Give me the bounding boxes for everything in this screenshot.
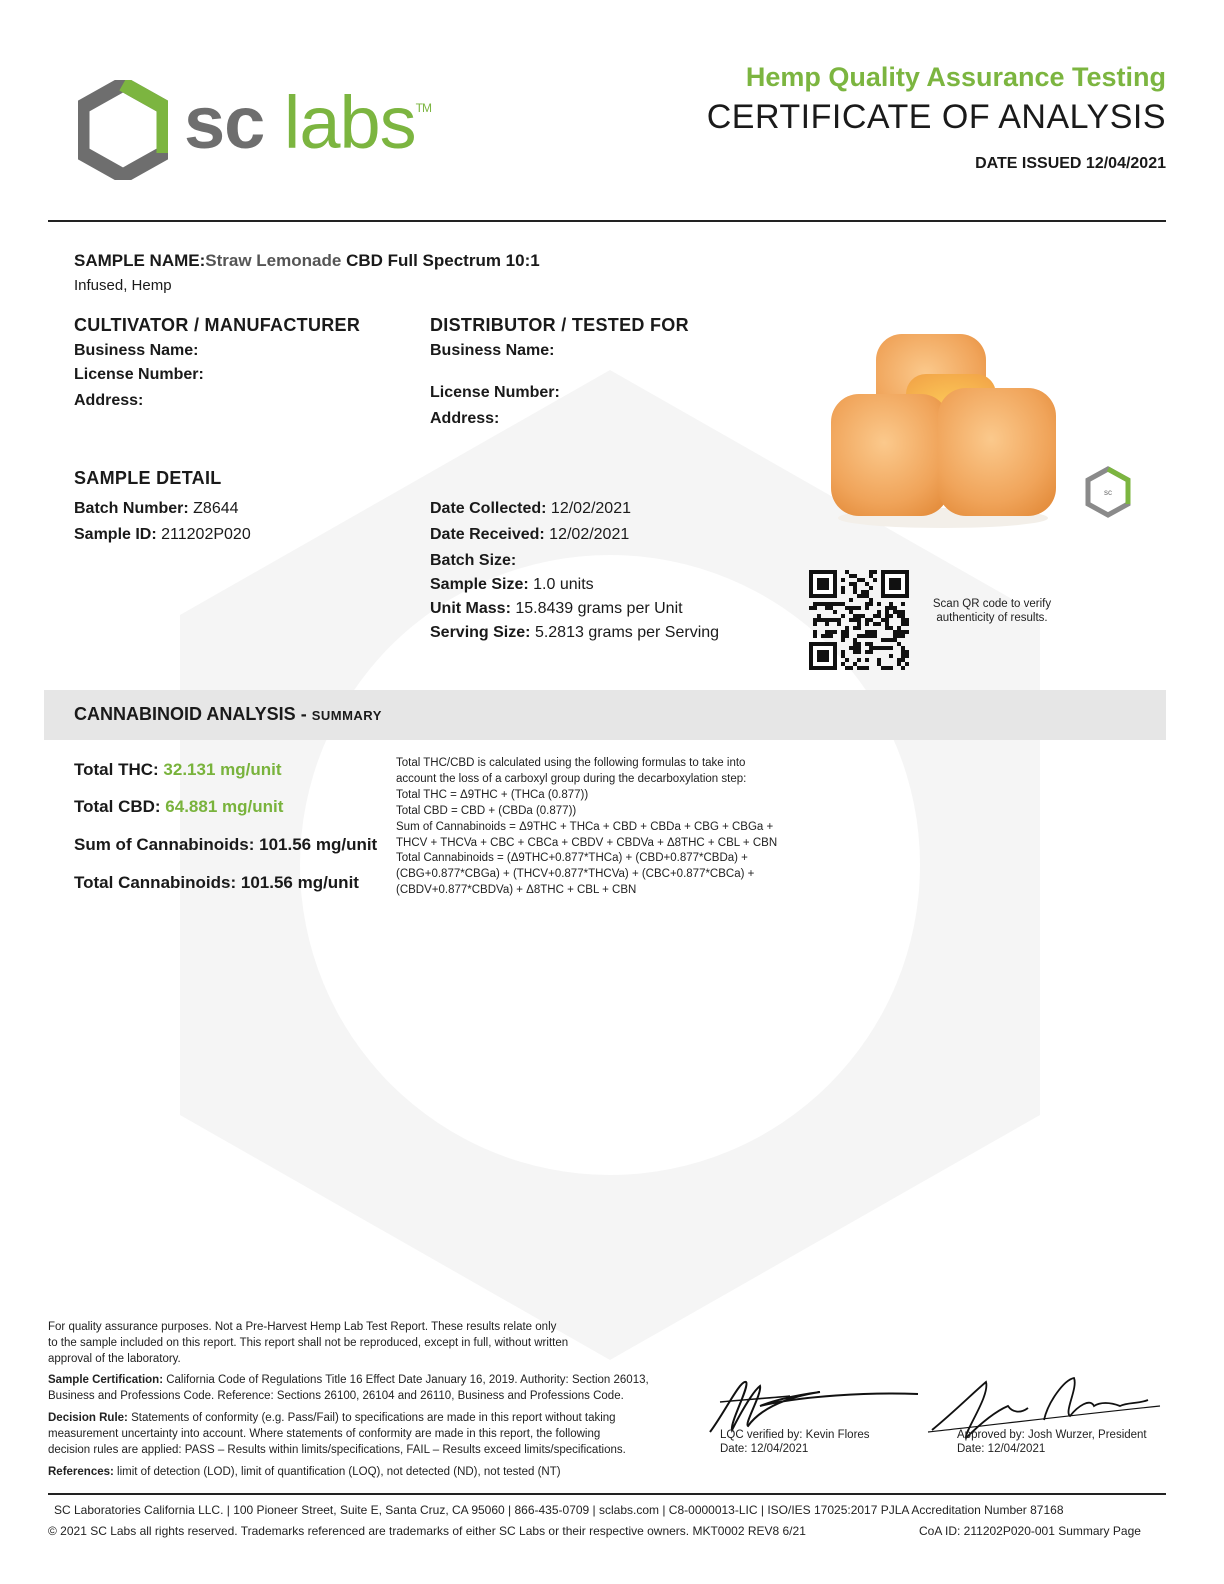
- serving-size-value: 5.2813 grams per Serving: [534, 624, 720, 641]
- total-thc-value: 32.131 mg/unit: [163, 760, 282, 779]
- qr-caption: [912, 597, 1072, 625]
- batch-number-value: Z8644: [193, 500, 239, 517]
- svg-text:sc: sc: [1104, 488, 1112, 497]
- batch-number-row: [74, 500, 239, 518]
- distributor-business-label: Business Name:: [430, 342, 555, 359]
- date-received-label: Date Received:: [430, 526, 545, 543]
- cultivator-license-label: License Number:: [74, 366, 204, 383]
- batch-number-label: Batch Number:: [74, 500, 189, 517]
- batch-size-label: Batch Size:: [430, 552, 517, 569]
- header-subtitle: Hemp Quality Assurance Testing: [745, 62, 1166, 92]
- lqc-verification: [720, 1428, 870, 1456]
- total-cannabinoids: [74, 873, 359, 893]
- date-received-value: 12/02/2021: [549, 526, 630, 543]
- header-divider: [48, 220, 1166, 222]
- cultivator-business-label: Business Name:: [74, 342, 199, 359]
- hexagon-logo-icon: [78, 80, 168, 180]
- coa-id: CoA ID: 211202P020-001 Summary Page: [919, 1524, 1141, 1538]
- sample-name-suffix: CBD Full Spectrum 10:1: [346, 251, 540, 270]
- distributor-heading: DISTRIBUTOR / TESTED FOR: [430, 315, 689, 335]
- qr-caption-line-1: Scan QR code to verify: [932, 598, 1052, 610]
- date-collected-label: Date Collected:: [430, 500, 547, 517]
- logo-tm-mark: TM: [415, 101, 431, 115]
- sum-of-cannabinoids: [74, 835, 377, 855]
- summary-title-small: SUMMARY: [311, 708, 382, 723]
- total-cbd-label: Total CBD:: [74, 797, 161, 816]
- serving-size-label: Serving Size:: [430, 624, 531, 641]
- cert-text-1: California Code of Regulations Title 16 Effect Date January 16, 2019. Authority: Section 26013,: [163, 1374, 649, 1386]
- sc-labs-logo: [78, 80, 438, 180]
- rule-text-2: measurement uncertainty into account. Where statements of conformity are made in this report, the following: [48, 1428, 601, 1440]
- formula-line: (CBG+0.877*CBGa) + (THCV+0.877*THCVa) + (CBC+0.877*CBCa) +: [396, 868, 755, 881]
- formula-line: Total THC/CBD is calculated using the following formulas to take into: [396, 757, 746, 769]
- date-collected-row: [430, 500, 631, 518]
- total-thc: [74, 760, 282, 780]
- formula-line: Total THC = Δ9THC + (THCa (0.877)): [396, 788, 589, 801]
- sample-certification: [48, 1372, 698, 1404]
- formula-line: Sum of Cannabinoids = Δ9THC + THCa + CBD + CBDa + CBG + CBGa +: [396, 820, 774, 833]
- sample-category: Infused, Hemp: [74, 277, 172, 294]
- ref-text: limit of detection (LOD), limit of quantification (LOQ), not detected (ND), not tested (NT): [113, 1466, 561, 1478]
- total-cannabinoids-label: Total Cannabinoids:: [74, 873, 237, 892]
- distributor-license-label: License Number:: [430, 384, 560, 401]
- rule-text-3: decision rules are applied: PASS – Results within limits/specifications, FAIL – Results exceed limits/specifications.: [48, 1444, 626, 1456]
- total-thc-label: Total THC:: [74, 760, 159, 779]
- approval-date: Date: 12/04/2021: [957, 1443, 1046, 1455]
- footer-divider: [48, 1493, 1166, 1495]
- product-image: [826, 326, 1060, 530]
- sample-size-row: [430, 576, 594, 594]
- sample-name-label: SAMPLE NAME:: [74, 251, 206, 270]
- formula-line: account the loss of a carboxyl group during the decarboxylation step:: [396, 772, 747, 785]
- formula-line: THCV + THCVa + CBC + CBCa + CBDV + CBDVa + Δ8THC + CBL + CBN: [396, 836, 778, 849]
- sc-labs-badge-icon: [1084, 466, 1132, 518]
- formula-line: Total CBD = CBD + (CBDa (0.877)): [396, 804, 577, 817]
- batch-size-row: [430, 552, 516, 570]
- lqc-verified-by: LQC verified by: Kevin Flores: [720, 1429, 870, 1441]
- qa-line: approval of the laboratory.: [48, 1353, 181, 1365]
- sample-size-value: 1.0 units: [533, 576, 594, 593]
- sample-name: [74, 251, 540, 271]
- qr-code[interactable]: [808, 570, 910, 670]
- total-cbd: [74, 797, 283, 817]
- logo-labs-text: labs: [283, 81, 416, 164]
- rule-label: Decision Rule:: [48, 1412, 128, 1424]
- unit-mass-label: Unit Mass:: [430, 600, 511, 617]
- date-issued: DATE ISSUED 12/04/2021: [975, 155, 1166, 172]
- sample-id-value: 211202P020: [161, 526, 251, 543]
- cultivator-address-label: Address:: [74, 392, 144, 409]
- sample-name-value: Straw Lemonade: [205, 251, 342, 270]
- total-cbd-value: 64.881 mg/unit: [165, 797, 284, 816]
- sample-detail-heading: SAMPLE DETAIL: [74, 468, 222, 488]
- summary-title: [74, 704, 382, 725]
- approval: [957, 1428, 1147, 1456]
- logo-sc-text: sc: [184, 81, 265, 164]
- unit-mass-value: 15.8439 grams per Unit: [515, 600, 683, 617]
- document-title: CERTIFICATE OF ANALYSIS: [706, 98, 1166, 136]
- cultivator-heading: CULTIVATOR / MANUFACTURER: [74, 315, 361, 335]
- sample-size-label: Sample Size:: [430, 576, 529, 593]
- references: [48, 1464, 698, 1480]
- sample-id-row: [74, 526, 251, 544]
- lab-address-line: SC Laboratories California LLC. | 100 Pioneer Street, Suite E, Santa Cruz, CA 95060 | 866-435-0709 | sclabs.com | C8-0000013-LIC | ISO/IES 17025:2017 PJLA Accreditation Number 87168: [54, 1503, 1064, 1517]
- sample-id-label: Sample ID:: [74, 526, 157, 543]
- summary-title-main: CANNABINOID ANALYSIS -: [74, 704, 307, 724]
- cert-text-2: Business and Professions Code. Reference: Sections 26100, 26104 and 26110, Business and Professions Code.: [48, 1390, 624, 1402]
- decision-rule: [48, 1410, 698, 1458]
- qr-caption-line-2: authenticity of results.: [936, 612, 1048, 624]
- date-collected-value: 12/02/2021: [550, 500, 631, 517]
- sum-value: 101.56 mg/unit: [259, 835, 378, 854]
- total-cannabinoids-value: 101.56 mg/unit: [240, 873, 359, 892]
- distributor-address-label: Address:: [430, 410, 500, 427]
- serving-size-row: [430, 624, 719, 642]
- formula-line: (CBDV+0.877*CBDVa) + Δ8THC + CBL + CBN: [396, 884, 637, 897]
- date-received-row: [430, 526, 629, 544]
- qa-line: For quality assurance purposes. Not a Pre-Harvest Hemp Lab Test Report. These results relate only: [48, 1321, 557, 1333]
- formula-line: Total Cannabinoids = (Δ9THC+0.877*THCa) + (CBD+0.877*CBDa) +: [396, 852, 748, 865]
- qa-disclaimer: [48, 1319, 698, 1367]
- unit-mass-row: [430, 600, 683, 618]
- approved-by: Approved by: Josh Wurzer, President: [957, 1429, 1147, 1441]
- ref-label: References:: [48, 1466, 114, 1478]
- cert-label: Sample Certification:: [48, 1374, 164, 1386]
- rule-text-1: Statements of conformity (e.g. Pass/Fail) to specifications are made in this report without taking: [127, 1412, 616, 1424]
- copyright-line: © 2021 SC Labs all rights reserved. Trademarks referenced are trademarks of either SC Labs or their respective owners. MKT0002 REV8 6/21: [48, 1524, 806, 1538]
- sum-label: Sum of Cannabinoids:: [74, 835, 255, 854]
- lqc-date: Date: 12/04/2021: [720, 1443, 809, 1455]
- formula-notes: [396, 756, 816, 899]
- qa-line: to the sample included on this report. This report shall not be reproduced, except in full, without written: [48, 1337, 569, 1349]
